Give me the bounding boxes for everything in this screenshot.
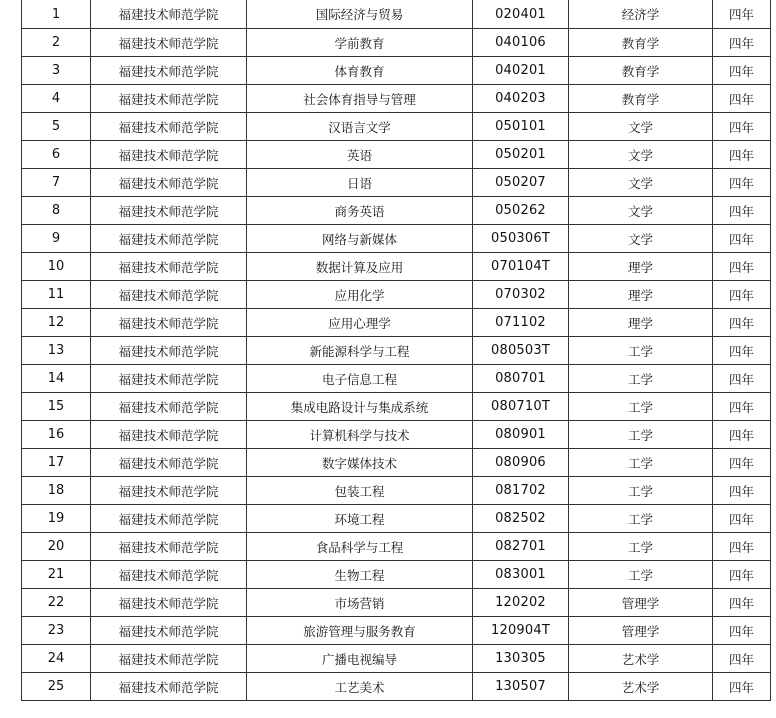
table-row <box>22 169 771 197</box>
row-number: 9 <box>22 225 91 253</box>
table-row <box>22 197 771 225</box>
major-name: 体育教育 <box>247 57 473 85</box>
school-name: 福建技术师范学院 <box>91 561 247 589</box>
study-duration: 四年 <box>713 113 771 141</box>
study-duration: 四年 <box>713 85 771 113</box>
discipline-category: 工学 <box>569 561 713 589</box>
row-number: 1 <box>22 0 91 29</box>
school-name: 福建技术师范学院 <box>91 617 247 645</box>
discipline-category: 理学 <box>569 281 713 309</box>
row-number: 25 <box>22 673 91 701</box>
discipline-category: 教育学 <box>569 29 713 57</box>
study-duration: 四年 <box>713 309 771 337</box>
major-code: 120904T <box>473 617 569 645</box>
discipline-category: 管理学 <box>569 589 713 617</box>
discipline-category: 经济学 <box>569 0 713 29</box>
school-name: 福建技术师范学院 <box>91 225 247 253</box>
major-name: 市场营销 <box>247 589 473 617</box>
school-name: 福建技术师范学院 <box>91 197 247 225</box>
major-name: 汉语言文学 <box>247 113 473 141</box>
school-name: 福建技术师范学院 <box>91 449 247 477</box>
row-number: 2 <box>22 29 91 57</box>
major-code: 040106 <box>473 29 569 57</box>
school-name: 福建技术师范学院 <box>91 589 247 617</box>
study-duration: 四年 <box>713 197 771 225</box>
school-name: 福建技术师范学院 <box>91 57 247 85</box>
major-name: 工艺美术 <box>247 673 473 701</box>
school-name: 福建技术师范学院 <box>91 169 247 197</box>
major-name: 商务英语 <box>247 197 473 225</box>
school-name: 福建技术师范学院 <box>91 113 247 141</box>
major-name: 网络与新媒体 <box>247 225 473 253</box>
major-code: 083001 <box>473 561 569 589</box>
study-duration: 四年 <box>713 337 771 365</box>
discipline-category: 工学 <box>569 477 713 505</box>
major-code: 080901 <box>473 421 569 449</box>
major-name: 生物工程 <box>247 561 473 589</box>
major-name: 应用化学 <box>247 281 473 309</box>
table-row <box>22 113 771 141</box>
major-name: 应用心理学 <box>247 309 473 337</box>
study-duration: 四年 <box>713 673 771 701</box>
major-code: 120202 <box>473 589 569 617</box>
major-code: 082701 <box>473 533 569 561</box>
major-name: 社会体育指导与管理 <box>247 85 473 113</box>
discipline-category: 工学 <box>569 449 713 477</box>
school-name: 福建技术师范学院 <box>91 645 247 673</box>
major-code: 070302 <box>473 281 569 309</box>
row-number: 23 <box>22 617 91 645</box>
major-code: 080906 <box>473 449 569 477</box>
table-row <box>22 85 771 113</box>
discipline-category: 教育学 <box>569 57 713 85</box>
discipline-category: 文学 <box>569 169 713 197</box>
major-code: 071102 <box>473 309 569 337</box>
row-number: 18 <box>22 477 91 505</box>
row-number: 14 <box>22 365 91 393</box>
discipline-category: 管理学 <box>569 617 713 645</box>
table-row <box>22 421 771 449</box>
major-code: 081702 <box>473 477 569 505</box>
study-duration: 四年 <box>713 589 771 617</box>
study-duration: 四年 <box>713 645 771 673</box>
school-name: 福建技术师范学院 <box>91 673 247 701</box>
table-row <box>22 281 771 309</box>
discipline-category: 艺术学 <box>569 673 713 701</box>
table-row <box>22 449 771 477</box>
table-row <box>22 645 771 673</box>
majors-table <box>21 0 771 701</box>
school-name: 福建技术师范学院 <box>91 281 247 309</box>
table-row <box>22 365 771 393</box>
discipline-category: 工学 <box>569 505 713 533</box>
row-number: 6 <box>22 141 91 169</box>
school-name: 福建技术师范学院 <box>91 85 247 113</box>
major-name: 电子信息工程 <box>247 365 473 393</box>
major-code: 130305 <box>473 645 569 673</box>
study-duration: 四年 <box>713 505 771 533</box>
discipline-category: 文学 <box>569 113 713 141</box>
school-name: 福建技术师范学院 <box>91 421 247 449</box>
major-name: 集成电路设计与集成系统 <box>247 393 473 421</box>
major-code: 070104T <box>473 253 569 281</box>
major-name: 日语 <box>247 169 473 197</box>
table-row <box>22 533 771 561</box>
study-duration: 四年 <box>713 533 771 561</box>
study-duration: 四年 <box>713 365 771 393</box>
row-number: 21 <box>22 561 91 589</box>
major-code: 040201 <box>473 57 569 85</box>
study-duration: 四年 <box>713 617 771 645</box>
major-code: 050262 <box>473 197 569 225</box>
study-duration: 四年 <box>713 449 771 477</box>
row-number: 22 <box>22 589 91 617</box>
school-name: 福建技术师范学院 <box>91 505 247 533</box>
discipline-category: 理学 <box>569 253 713 281</box>
table-row <box>22 253 771 281</box>
discipline-category: 工学 <box>569 421 713 449</box>
row-number: 19 <box>22 505 91 533</box>
school-name: 福建技术师范学院 <box>91 253 247 281</box>
table-row <box>22 561 771 589</box>
school-name: 福建技术师范学院 <box>91 393 247 421</box>
major-code: 130507 <box>473 673 569 701</box>
discipline-category: 文学 <box>569 197 713 225</box>
row-number: 4 <box>22 85 91 113</box>
table-row <box>22 225 771 253</box>
row-number: 13 <box>22 337 91 365</box>
major-code: 050306T <box>473 225 569 253</box>
row-number: 20 <box>22 533 91 561</box>
study-duration: 四年 <box>713 281 771 309</box>
row-number: 17 <box>22 449 91 477</box>
major-code: 080503T <box>473 337 569 365</box>
major-code: 080710T <box>473 393 569 421</box>
row-number: 5 <box>22 113 91 141</box>
discipline-category: 艺术学 <box>569 645 713 673</box>
row-number: 8 <box>22 197 91 225</box>
table-row <box>22 141 771 169</box>
major-name: 广播电视编导 <box>247 645 473 673</box>
table-row <box>22 29 771 57</box>
study-duration: 四年 <box>713 57 771 85</box>
study-duration: 四年 <box>713 29 771 57</box>
table-row <box>22 617 771 645</box>
discipline-category: 文学 <box>569 141 713 169</box>
school-name: 福建技术师范学院 <box>91 0 247 29</box>
discipline-category: 理学 <box>569 309 713 337</box>
major-name: 数据计算及应用 <box>247 253 473 281</box>
row-number: 24 <box>22 645 91 673</box>
table-row <box>22 505 771 533</box>
study-duration: 四年 <box>713 141 771 169</box>
major-name: 包装工程 <box>247 477 473 505</box>
row-number: 16 <box>22 421 91 449</box>
school-name: 福建技术师范学院 <box>91 365 247 393</box>
table-row <box>22 57 771 85</box>
major-name: 学前教育 <box>247 29 473 57</box>
row-number: 11 <box>22 281 91 309</box>
study-duration: 四年 <box>713 561 771 589</box>
major-name: 旅游管理与服务教育 <box>247 617 473 645</box>
major-name: 新能源科学与工程 <box>247 337 473 365</box>
table-row <box>22 393 771 421</box>
school-name: 福建技术师范学院 <box>91 309 247 337</box>
table-row <box>22 309 771 337</box>
row-number: 3 <box>22 57 91 85</box>
major-name: 食品科学与工程 <box>247 533 473 561</box>
major-code: 080701 <box>473 365 569 393</box>
majors-table-body <box>22 0 771 701</box>
major-code: 050101 <box>473 113 569 141</box>
major-name: 数字媒体技术 <box>247 449 473 477</box>
major-code: 020401 <box>473 0 569 29</box>
study-duration: 四年 <box>713 225 771 253</box>
study-duration: 四年 <box>713 0 771 29</box>
table-row <box>22 0 771 29</box>
school-name: 福建技术师范学院 <box>91 477 247 505</box>
major-name: 计算机科学与技术 <box>247 421 473 449</box>
row-number: 12 <box>22 309 91 337</box>
school-name: 福建技术师范学院 <box>91 141 247 169</box>
discipline-category: 工学 <box>569 393 713 421</box>
discipline-category: 工学 <box>569 533 713 561</box>
major-code: 050201 <box>473 141 569 169</box>
row-number: 10 <box>22 253 91 281</box>
study-duration: 四年 <box>713 421 771 449</box>
row-number: 15 <box>22 393 91 421</box>
study-duration: 四年 <box>713 393 771 421</box>
discipline-category: 文学 <box>569 225 713 253</box>
school-name: 福建技术师范学院 <box>91 337 247 365</box>
major-name: 英语 <box>247 141 473 169</box>
study-duration: 四年 <box>713 253 771 281</box>
table-row <box>22 589 771 617</box>
major-name: 环境工程 <box>247 505 473 533</box>
school-name: 福建技术师范学院 <box>91 29 247 57</box>
table-row <box>22 337 771 365</box>
school-name: 福建技术师范学院 <box>91 533 247 561</box>
major-code: 082502 <box>473 505 569 533</box>
study-duration: 四年 <box>713 477 771 505</box>
major-code: 040203 <box>473 85 569 113</box>
major-code: 050207 <box>473 169 569 197</box>
discipline-category: 工学 <box>569 365 713 393</box>
discipline-category: 工学 <box>569 337 713 365</box>
table-row <box>22 673 771 701</box>
row-number: 7 <box>22 169 91 197</box>
major-name: 国际经济与贸易 <box>247 0 473 29</box>
table-row <box>22 477 771 505</box>
discipline-category: 教育学 <box>569 85 713 113</box>
study-duration: 四年 <box>713 169 771 197</box>
